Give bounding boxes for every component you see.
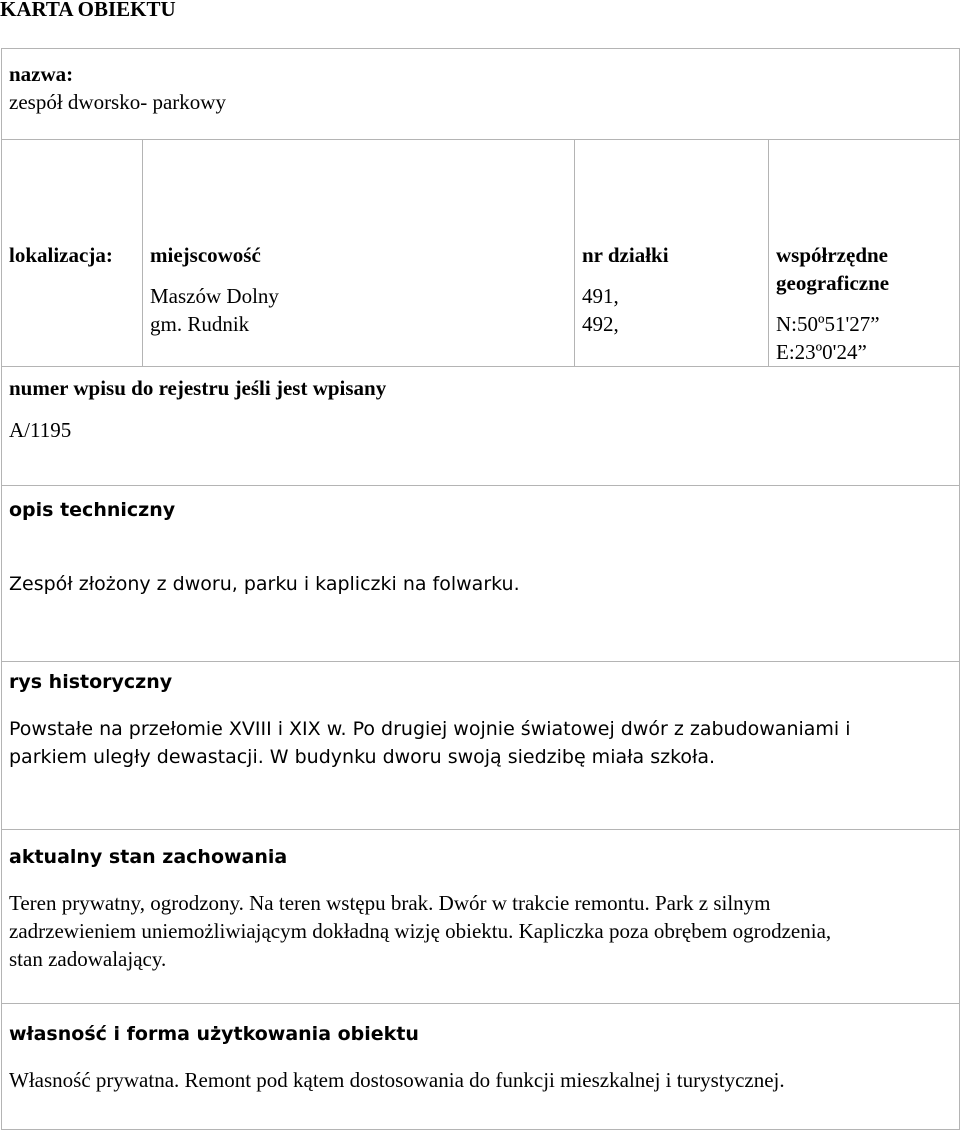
technical-text: Zespół złożony z dworu, parku i kapliczki na folwarku.: [9, 573, 520, 595]
condition-label: aktualny stan zachowania: [9, 846, 288, 868]
registry-cell: [2, 367, 960, 486]
object-card-table: [1, 48, 960, 1130]
town-cell: [143, 140, 575, 367]
technical-cell: [2, 486, 960, 662]
document-title: KARTA OBIEKTU: [0, 0, 176, 21]
plot-line1: 491,: [582, 284, 619, 308]
condition-row: [2, 830, 960, 1004]
coords-n: N:50º51'27”: [776, 312, 880, 336]
condition-line3: stan zadowalający.: [9, 947, 167, 971]
location-row: [2, 140, 960, 367]
history-row: [2, 662, 960, 830]
ownership-cell: [2, 1004, 960, 1130]
name-cell: [2, 49, 960, 140]
plot-line2: 492,: [582, 312, 619, 336]
ownership-label: własność i forma użytkowania obiektu: [9, 1023, 419, 1045]
technical-row: [2, 486, 960, 662]
town-header: miejscowość: [150, 243, 261, 267]
history-cell: [2, 662, 960, 830]
technical-label: opis techniczny: [9, 499, 176, 521]
registry-label: numer wpisu do rejestru jeśli jest wpisany: [9, 376, 387, 400]
coords-cell: [769, 140, 960, 367]
coords-header-line2: geograficzne: [776, 271, 890, 295]
plot-cell: [575, 140, 769, 367]
condition-cell: [2, 830, 960, 1004]
ownership-text: Własność prywatna. Remont pod kątem dostosowania do funkcji mieszkalnej i turystycznej.: [9, 1068, 785, 1092]
history-line2: parkiem uległy dewastacji. W budynku dworu swoją siedzibę miała szkoła.: [9, 746, 716, 768]
name-label: nazwa:: [9, 62, 74, 86]
registry-value: A/1195: [9, 418, 72, 442]
name-value: zespół dworsko- parkowy: [9, 90, 226, 114]
history-line1: Powstałe na przełomie XVIII i XIX w. Po drugiej wojnie światowej dwór z zabudowaniami i: [9, 718, 851, 740]
plot-header: nr działki: [582, 243, 669, 267]
condition-line1: Teren prywatny, ogrodzony. Na teren wstępu brak. Dwór w trakcie remontu. Park z silnym: [9, 891, 771, 915]
coords-e: E:23º0'24”: [776, 340, 867, 364]
history-label: rys historyczny: [9, 671, 173, 693]
location-label-cell: [2, 140, 143, 367]
location-label: lokalizacja:: [9, 243, 113, 267]
town-line1: Maszów Dolny: [150, 284, 279, 308]
condition-line2: zadrzewieniem uniemożliwiającym dokładną wizję obiektu. Kapliczka poza obrębem ogrodzenia,: [9, 919, 832, 943]
registry-row: [2, 367, 960, 486]
name-row: [2, 49, 960, 140]
ownership-row: [2, 1004, 960, 1130]
town-line2: gm. Rudnik: [150, 312, 250, 336]
coords-header-line1: współrzędne: [776, 243, 888, 267]
